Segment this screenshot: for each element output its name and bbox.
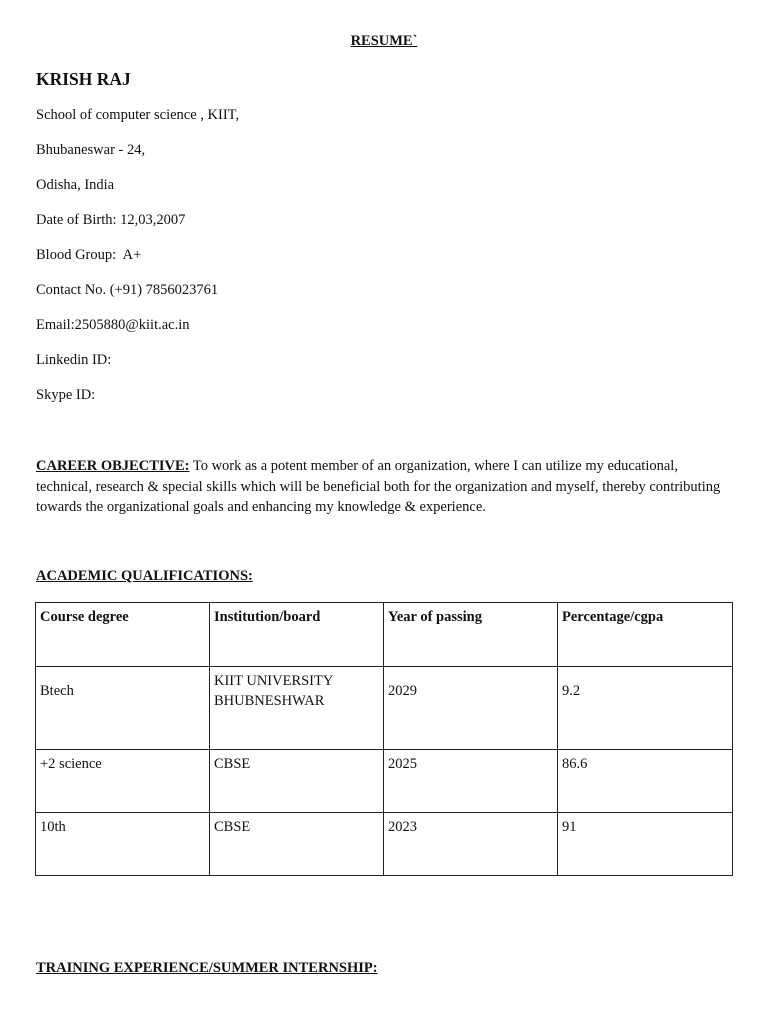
address-line-state: Odisha, India xyxy=(36,177,115,193)
table-cell xyxy=(210,667,384,750)
email: Email:2505880@kiit.ac.in xyxy=(36,317,190,333)
candidate-name: KRISH RAJ xyxy=(36,69,131,89)
contact-number: Contact No. (+91) 7856023761 xyxy=(36,282,219,298)
table-cell xyxy=(384,667,558,750)
address-line-city: Bhubaneswar - 24, xyxy=(36,142,146,158)
course-degree: Btech xyxy=(40,683,74,699)
table-cell: 10th xyxy=(36,813,210,876)
skype-id: Skype ID: xyxy=(36,387,96,403)
column-header: Percentage/cgpa xyxy=(558,603,733,667)
table-cell: 86.6 xyxy=(558,750,733,813)
table-cell xyxy=(558,667,733,750)
institution: KIIT UNIVERSITY BHUBNESHWAR xyxy=(214,673,333,709)
year-of-passing: 2029 xyxy=(388,683,417,699)
column-header: Course degree xyxy=(36,603,210,667)
table-cell xyxy=(36,667,210,750)
table-cell: CBSE xyxy=(210,750,384,813)
table-cell: CBSE xyxy=(210,813,384,876)
table-cell: 2023 xyxy=(384,813,558,876)
document-title: RESUME` xyxy=(350,33,418,49)
academic-heading: ACADEMIC QUALIFICATIONS: xyxy=(36,568,253,584)
date-of-birth: Date of Birth: 12,03,2007 xyxy=(36,212,186,228)
table-row xyxy=(36,667,733,750)
percentage: 9.2 xyxy=(562,683,581,699)
table-cell: +2 science xyxy=(36,750,210,813)
academic-table xyxy=(35,602,733,876)
career-objective-heading: CAREER OBJECTIVE: xyxy=(36,458,190,474)
career-objective-text: To work as a potent member of an organization, where I can utilize my educational, technical, research & special skills which will be beneficial both for the organization and myself, thereby contributing towards the organizational goals and enhancing my knowledge & experience. xyxy=(36,458,721,515)
table-cell: 2025 xyxy=(384,750,558,813)
column-header: Year of passing xyxy=(384,603,558,667)
linkedin-id: Linkedin ID: xyxy=(36,352,112,368)
table-cell: 91 xyxy=(558,813,733,876)
blood-group: Blood Group: A+ xyxy=(36,247,142,263)
table-row xyxy=(36,813,733,876)
table-header-row xyxy=(36,603,733,667)
training-heading: TRAINING EXPERIENCE/SUMMER INTERNSHIP: xyxy=(36,960,378,976)
address-line-school: School of computer science , KIIT, xyxy=(36,107,240,123)
career-objective xyxy=(36,456,732,518)
column-header: Institution/board xyxy=(210,603,384,667)
table-row xyxy=(36,750,733,813)
